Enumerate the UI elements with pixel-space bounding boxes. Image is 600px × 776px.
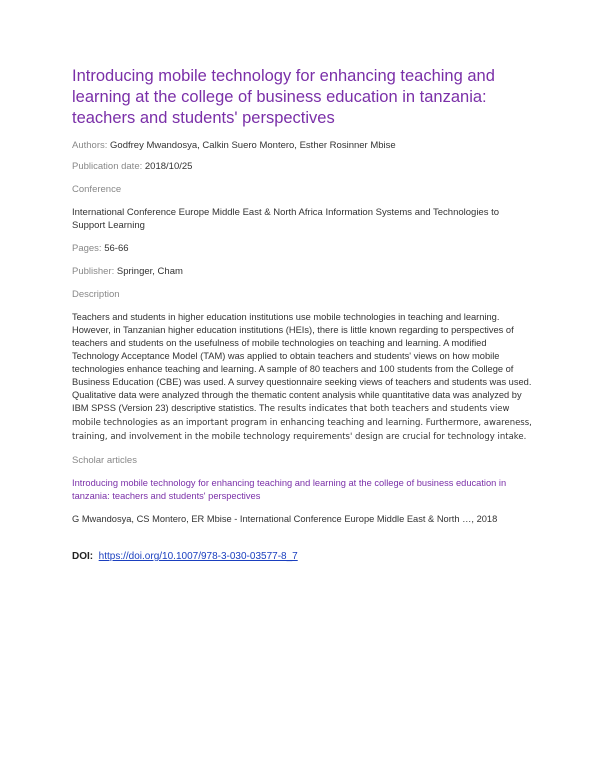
authors-row [72,139,532,152]
description-text [72,311,532,444]
pages-label: Pages: [72,243,102,254]
conference-value: International Conference Europe Middle East & North Africa Information Systems and Technologies to Support Learning [72,207,500,231]
document-page [72,66,532,563]
authors-label: Authors: [72,140,108,151]
pubdate-row [72,160,532,173]
publisher-value: Springer, Cham [116,266,183,277]
authors-value: Godfrey Mwandosya, Calkin Suero Montero, Esther Rosinner Mbise [110,140,396,151]
doi-row [72,550,532,563]
description-label: Description [72,289,120,300]
conference-label: Conference [72,184,122,195]
description-tail: The results indicates that both teachers and students view mobile technologies as an important program in enhancing teaching and learning. Furthermore, awareness, training, and involvement in the mobile technology requirements' design are crucial for technology intake. [72,404,532,442]
publisher-row [72,265,532,278]
pubdate-label: Publication date: [72,161,143,172]
doi-link[interactable]: https://doi.org/10.1007/978-3-030-03577-8_7 [98,551,298,562]
pages-row [72,242,532,255]
pages-value: 56-66 [104,243,129,254]
scholar-citation: G Mwandosya, CS Montero, ER Mbise - International Conference Europe Middle East & North …, 2018 [72,514,498,524]
pubdate-value: 2018/10/25 [144,161,193,172]
description-main: Teachers and students in higher education institutions use mobile technologies in teaching and learning. However, in Tanzanian higher education institutions (HEIs), there is little known regarding to perspectives of teachers and students on the usefulness of mobile technologies on teaching and learning. A modified Technology Acceptance Model (TAM) was applied to obtain teachers and students' views on how mobile technologies enhance teaching and learning. A sample of 80 teachers and 100 students from the College of Business Education (CBE) was used. A survey questionnaire seeking views of teachers and students was used. Qualitative data were analyzed through the thematic content analysis while quantitative data was analyzed by IBM SPSS (Version 23) descriptive statistics. [72,312,532,413]
page-title: Introducing mobile technology for enhancing teaching and learning at the college of business education in tanzania: teachers and students' perspectives [72,67,495,127]
scholar-article-link[interactable]: Introducing mobile technology for enhancing teaching and learning at the college of business education in tanzania: teachers and students' perspectives [72,478,507,501]
doi-label: DOI: [72,551,94,562]
publisher-label: Publisher: [72,266,115,277]
scholar-label: Scholar articles [72,455,137,466]
